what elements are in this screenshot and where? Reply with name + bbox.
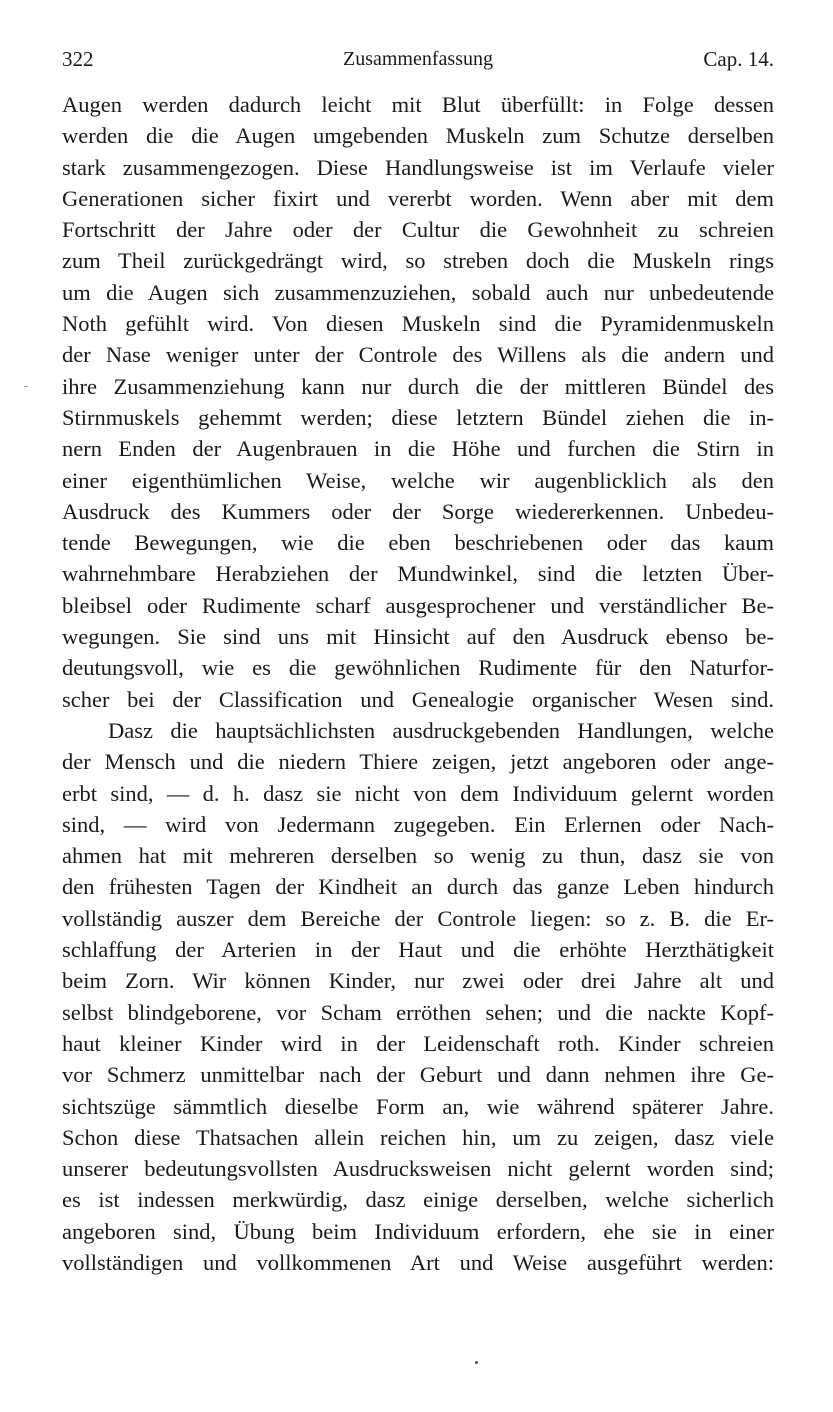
text-line: um die Augen sich zusammenzuziehen, sobald auch nur unbedeutende [62,279,774,305]
text-line: wahrnehmbare Herabziehen der Mundwinkel, sind die letzten Über- [62,561,774,587]
print-speck [475,1361,478,1364]
text-line: deutungsvoll, wie es die gewöhnlichen Rudimente für den Naturfor- [62,655,774,681]
text-line: scher bei der Classification und Genealogie organischer Wesen sind. [62,686,774,712]
text-line: der Nase weniger unter der Controle des Willens als die andern und [62,342,774,368]
text-line: zum Theil zurückgedrängt wird, so streben doch die Muskeln rings [62,248,774,274]
text-line: ihre Zusammenziehung kann nur durch die der mittleren Bündel des [62,373,774,399]
text-line: Stirnmuskels gehemmt werden; diese letztern Bündel ziehen die in- [62,404,774,430]
text-line: angeboren sind, Übung beim Individuum erfordern, ehe sie in einer [62,1218,774,1244]
text-line: den frühesten Tagen der Kindheit an durch das ganze Leben hindurch [62,874,774,900]
text-line: wegungen. Sie sind uns mit Hinsicht auf den Ausdruck ebenso be- [62,624,774,650]
text-line: vollständigen und vollkommenen Art und Weise ausgeführt werden: [62,1249,774,1275]
text-line: Noth gefühlt wird. Von diesen Muskeln sind die Pyramidenmuskeln [62,311,774,337]
text-line: Generationen sicher fixirt und vererbt worden. Wenn aber mit dem [62,185,774,211]
page-number: 322 [62,47,94,71]
text-line: der Mensch und die niedern Thiere zeigen, jetzt angeboren oder ange- [62,749,774,775]
text-line: schlaffung der Arterien in der Haut und die erhöhte Herzthätigkeit [62,937,774,963]
text-line: selbst blindgeborene, vor Scham erröthen sehen; und die nackte Kopf- [62,999,774,1025]
text-line: stark zusammengezogen. Diese Handlungsweise ist im Verlaufe vieler [62,154,774,180]
chapter-label: Cap. 14. [703,47,774,71]
text-line: werden die die Augen umgebenden Muskeln zum Schutze derselben [62,123,774,149]
text-line: vollständig auszer dem Bereiche der Controle liegen: so z. B. die Er- [62,905,774,931]
text-line: vor Schmerz unmittelbar nach der Geburt und dann nehmen ihre Ge- [62,1062,774,1088]
body-text [62,89,774,1278]
margin-mark [24,386,28,387]
page-header [62,44,774,74]
text-line: sichtszüge sämmtlich dieselbe Form an, wie während späterer Jahre. [62,1093,774,1119]
text-line: es ist indessen merkwürdig, dasz einige derselben, welche sicherlich [62,1187,774,1213]
text-line: Schon diese Thatsachen allein reichen hin, um zu zeigen, dasz viele [62,1124,774,1150]
text-line: erbt sind, — d. h. dasz sie nicht von dem Individuum gelernt worden [62,780,774,806]
text-line: Ausdruck des Kummers oder der Sorge wiedererkennen. Unbedeu- [62,498,774,524]
running-title: Zusammenfassung [343,48,493,70]
text-line: nern Enden der Augenbrauen in die Höhe und furchen die Stirn in [62,436,774,462]
text-line: tende Bewegungen, wie die eben beschriebenen oder das kaum [62,530,774,556]
text-line: haut kleiner Kinder wird in der Leidenschaft roth. Kinder schreien [62,1030,774,1056]
text-line: beim Zorn. Wir können Kinder, nur zwei oder drei Jahre alt und [62,968,774,994]
text-line: Fortschritt der Jahre oder der Cultur die Gewohnheit zu schreien [62,217,774,243]
text-line: einer eigenthümlichen Weise, welche wir augenblicklich als den [62,467,774,493]
text-line: bleibsel oder Rudimente scharf ausgesprochener und verständlicher Be- [62,592,774,618]
paragraph-first-line: Dasz die hauptsächlichsten ausdruckgebenden Handlungen, welche [108,717,774,743]
text-line: Augen werden dadurch leicht mit Blut überfüllt: in Folge dessen [62,92,774,117]
text-line: sind, — wird von Jedermann zugegeben. Ein Erlernen oder Nach- [62,811,774,837]
text-line: unserer bedeutungsvollsten Ausdrucksweisen nicht gelernt worden sind; [62,1156,774,1182]
text-line: ahmen hat mit mehreren derselben so wenig zu thun, dasz sie von [62,843,774,869]
